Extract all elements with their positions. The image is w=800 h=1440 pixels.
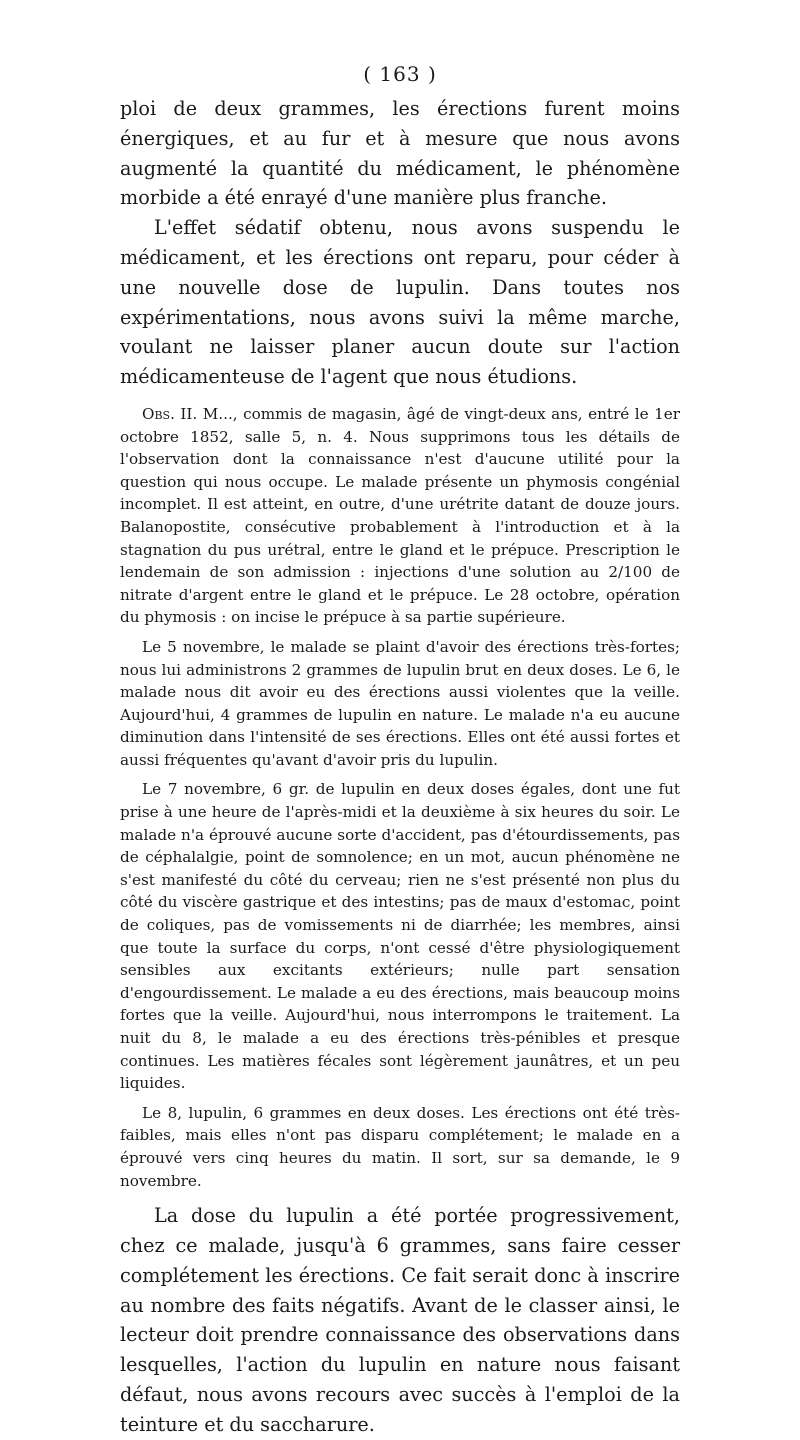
paragraph-nov-5: Le 5 novembre, le malade se plaint d'avoir des érections très-fortes; nous lui administrons 2 grammes de lupulin brut en deux doses. Le 6, le malade nous dit avoir eu des érections aussi violentes que la veille. Aujourd'hui, 4 grammes de lupulin en nature. Le malade n'a eu aucune diminution dans l'intensité de ses érections. Elles ont été aussi fortes et aussi fréquentes qu'avant d'avoir pris du lupulin. <box>120 637 680 769</box>
observation-label: Obs. II. <box>142 404 198 423</box>
observation-text: M..., commis de magasin, âgé de vingt-deux ans, entré le 1er octobre 1852, salle 5, n. 4. Nous supprimons tous les détails de l'observation dont la connaissance n'est d'aucune utilité pour la question qui nous occupe. Le malade présente un phymosis congénial incomplet. Il est atteint, en outre, d'une urétrite datant de douze jours. Balanopostite, consécutive probablement à l'introduction et à la stagnation du pus urétral, entre le gland et le prépuce. Prescription le lendemain de son admission : injections d'une solution au 2/100 de nitrate d'argent entre le gland et le prépuce. Le 28 octobre, opération du phymosis : on incise le prépuce à sa partie supérieure. <box>120 404 680 627</box>
paragraph-continuation: ploi de deux grammes, les érections furent moins énergiques, et au fur et à mesure que nous avons augmenté la quantité du médicament, le phénomène morbide a été enrayé d'une manière plus franche. <box>120 97 680 210</box>
page-number: ( 163 ) <box>363 62 437 86</box>
paragraph-nov-7: Le 7 novembre, 6 gr. de lupulin en deux doses égales, dont une fut prise à une heure de l'après-midi et la deuxième à six heures du soir. Le malade n'a éprouvé aucune sorte d'accident, pas d'étourdissements, pas de céphalalgie, point de somnolence; en un mot, aucun phénomène ne s'est manifesté du côté du cerveau; rien ne s'est présenté non plus du côté du viscère gastrique et des intestins; pas de maux d'estomac, point de coliques, pas de vomissements ni de diarrhée; les membres, ainsi que toute la surface du corps, n'ont cessé d'être physiologiquement sensibles aux excitants extérieurs; nulle part sensation d'engourdissement. Le malade a eu des érections, mais beaucoup moins fortes que la veille. Aujourd'hui, nous interrompons le traitement. La nuit du 8, le malade a eu des érections très-pénibles et presque continues. Les matières fécales sont légèrement jaunâtres, et un peu liquides. <box>120 780 680 1093</box>
paragraph-nov-8: Le 8, lupulin, 6 grammes en deux doses. Les érections ont été très-faibles, mais elles n'ont pas disparu complétement; le malade en a éprouvé vers cinq heures du matin. Il sort, sur sa demande, le 9 novembre. <box>120 1103 680 1190</box>
paragraph-sedative-effect: L'effet sédatif obtenu, nous avons suspendu le médicament, et les érections ont reparu, pour céder à une nouvelle dose de lupulin. Dans toutes nos expérimentations, nous avons suivi la même marche, voulant ne laisser planer aucun doute sur l'action médicamenteuse de l'agent que nous étudions. <box>120 216 680 389</box>
paragraph-conclusion: La dose du lupulin a été portée progressivement, chez ce malade, jusqu'à 6 grammes, sans faire cesser complétement les érections. Ce fait serait donc à inscrire au nombre des faits négatifs. Avant de le classer ainsi, le lecteur doit prendre connaissance des observations dans lesquelles, l'action du lupulin en nature nous faisant défaut, nous avons recours avec succès à l'emploi de la teinture et du saccharure. <box>120 1204 680 1436</box>
observation-paragraph <box>120 403 680 629</box>
